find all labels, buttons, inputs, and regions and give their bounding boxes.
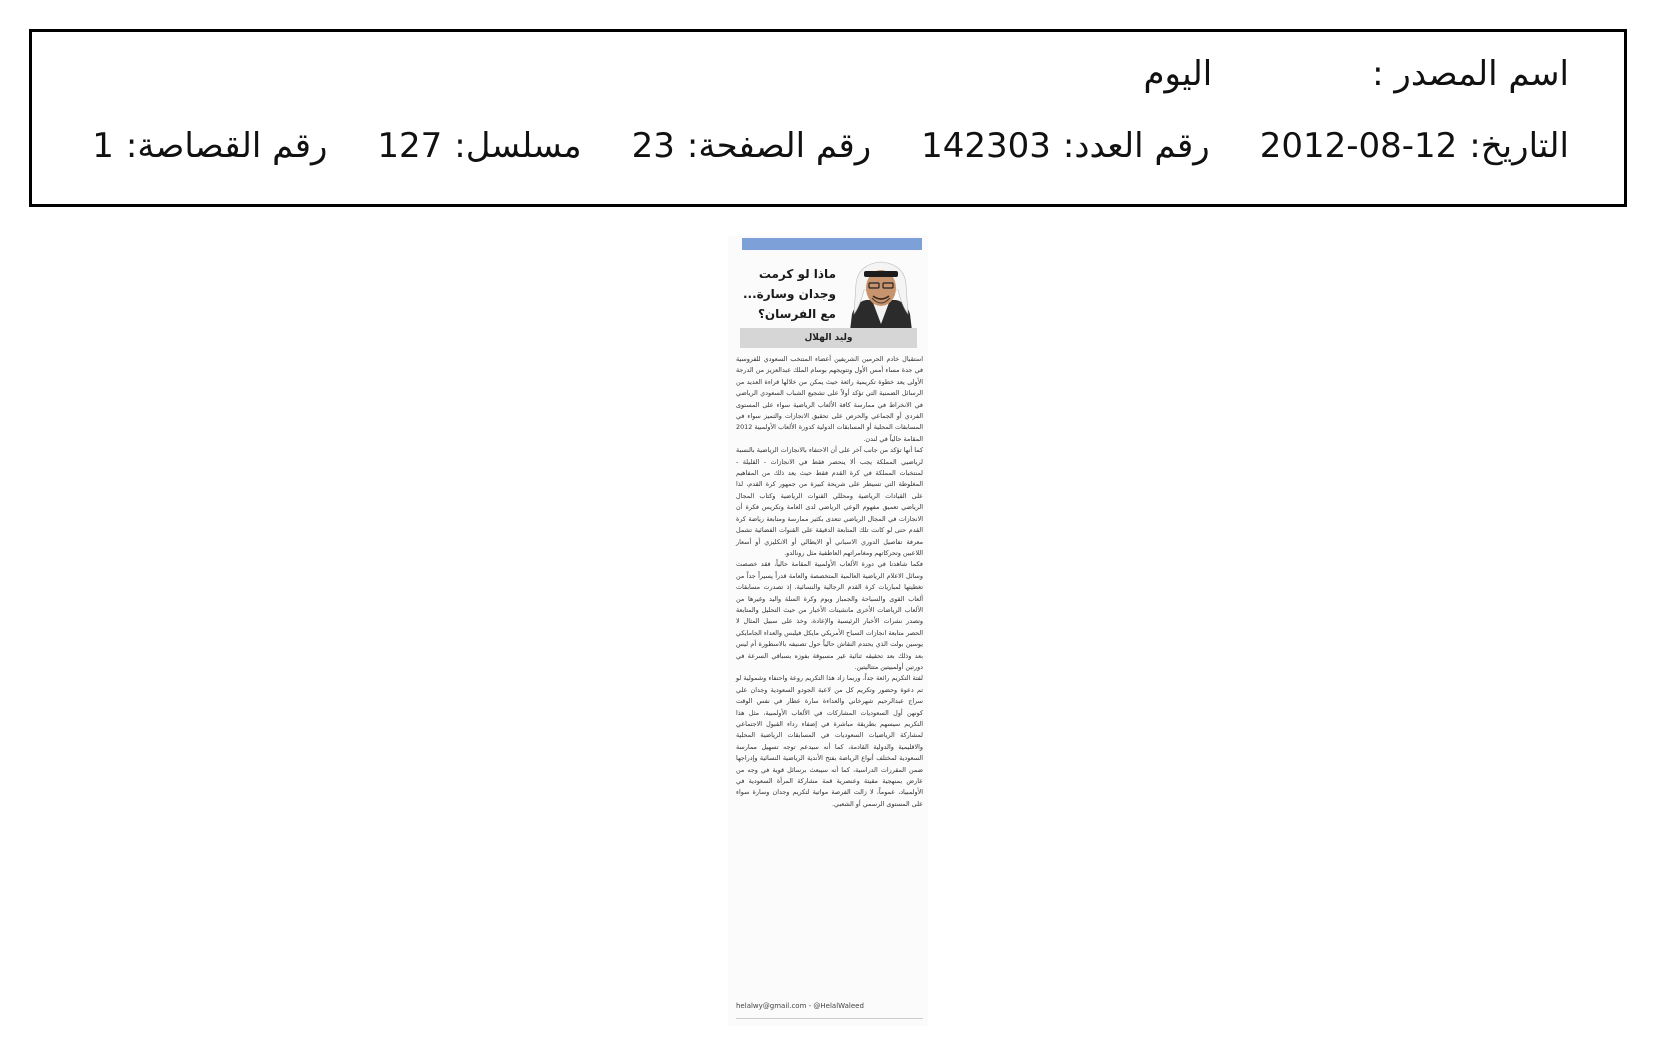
- source-row: [1143, 54, 1569, 94]
- newspaper-clipping: [728, 236, 928, 1026]
- page-label: رقم الصفحة:: [686, 126, 872, 166]
- body-paragraph: استقبال خادم الحرمين الشريفين أعضاء المنتخب السعودي للفروسية في جدة مساء أمس الأول وتتويجهم بوسام الملك عبدالعزيز من الدرجة الأولى يعد خطوة تكريمية رائعة حيث يمكن من خلالها قراءة العديد من الرسائل الضمنية التي تؤكد أولاً على تشجيع الشباب السعودي الرياضي في الانخراط في ممارسة كافة الألعاب الرياضية سواء على المستوى الفردي أو الجماعي والحرص على تحقيق الانجازات والتميز سواء في المسابقات المحلية أو المسابقات الدولية كدورة الألعاب الأولمبية 2012 المقامة حالياً في لندن.: [736, 355, 923, 443]
- date-label: التاريخ:: [1469, 126, 1569, 166]
- body-paragraph: لفتة التكريم رائعة جداً، وربما زاد هذا التكريم روعة واحتفاء وشمولية لو تم دعوة وحضور وتكريم كل من لاعبة الجودو السعودية وجدان علي سراج عبدالرحيم شهرخاني والعداءة سارة عطار في نفس الوقت كونهن أول السعوديات المشاركات في الألعاب الأولمبية، مثل هذا التكريم سيسهم بطريقة مباشرة في إضفاء رداء القبول الاجتماعي لمشاركة الرياضيات السعوديات في المسابقات الرياضية المحلية والاقليمية والدولية القادمة، كما أنه سيدعم توجه تسهيل ممارسة السعودية لمختلف أنواع الرياضة بفتح الأندية الرياضية النسائية وإدراجها ضمن المقررات الدراسية، كما أنه سيبعث برسائل قوية في وجه من عارض بمنهجية مقيتة وعنصرية قمة مشاركة المرأة السعودية في الأولمبياد، عموماً، لا زالت الفرصة مواتية لتكريم وجدان وسارة سواء على المستوى الرسمي أو الشعبي.: [736, 674, 923, 808]
- clipping-top-bar: [742, 238, 922, 250]
- clip-value: 1: [92, 126, 114, 166]
- clipping-bottom-rule: [736, 1018, 923, 1019]
- clip-label: رقم القصاصة:: [125, 126, 328, 166]
- serial-label: مسلسل:: [454, 126, 582, 166]
- source-value: اليوم: [1143, 54, 1213, 94]
- clipping-author: وليد الهلال: [740, 328, 917, 348]
- body-paragraph: كما أنها تؤكد من جانب آخر على أن الاحتفاء بالانجازات الرياضية بالنسبة لرياضيي المملكة يجب ألا ينحصر فقط في الانجازات - القليلة - لمنتخبات المملكة في كرة القدم فقط حيث يعد ذلك من المفاهيم المغلوطة التي تسيطر على شريحة كبيرة من جمهور كرة القدم، لذا على القيادات الرياضية ومحللي القنوات الرياضية وكتاب المجال الرياضي تعميق مفهوم الوعي الرياضي لدى العامة وتكريس فكرة أن الانجازات في المجال الرياضي تتعدى بكثير ممارسة ومتابعة رياضة كرة القدم حتى لو كانت تلك المتابعة الدقيقة على القنوات الفضائية تشمل معرفة تفاصيل الدوري الاسباني أو الايطالي أو الانكليزي أو أسعار اللاعبين وتحركاتهم ومغامراتهم العاطفية مثل رونالدو.: [736, 446, 923, 557]
- date-value: 2012-08-12: [1259, 126, 1458, 166]
- issue-value: 142303: [921, 126, 1051, 166]
- clipping-body: [736, 354, 923, 810]
- clipping-headline: ماذا لو كرمت وجدان وسارة... مع الفرسان؟: [742, 267, 836, 321]
- clipping-contact: helalwy@gmail.com - @HelalWaleed: [736, 1002, 864, 1010]
- serial-value: 127: [377, 126, 443, 166]
- source-label: اسم المصدر :: [1372, 54, 1569, 94]
- details-row: [92, 126, 1569, 166]
- page-value: 23: [631, 126, 675, 166]
- issue-label: رقم العدد:: [1062, 126, 1210, 166]
- body-paragraph: فكما شاهدنا في دورة الألعاب الأولمبية المقامة حالياً، فقد خصصت وسائل الاعلام الرياضية العالمية المتخصصة والعامة قدراً يسيراً جداً من تغطيتها لمباريات كرة القدم الرجالية والنسائية، إذ تصدرت مسابقات ألعاب القوى والسباحة والجمباز ويوم وكرة السلة واليد وغيرها من الألعاب الرياضات الأخرى مانشيتات الأخبار من حيث التحليل والمتابعة وتصدر نشرات الأخبار الرئيسية والإعادة، وخذ على سبيل المثال لا الحصر متابعة انجازات السباح الأمريكي مايكل فيلبس والعداء الجامايكي يوسين بولت الذي يحتدم النقاش حالياً حول تصنيفه بالاسطورة أم ليس بعد وذلك بعد تحقيقه ثنائية غير مسبوقة بفوزه بسباقي السرعة في دورتين أولمبيتين متتاليتين.: [736, 560, 923, 671]
- document-header-box: [29, 29, 1627, 207]
